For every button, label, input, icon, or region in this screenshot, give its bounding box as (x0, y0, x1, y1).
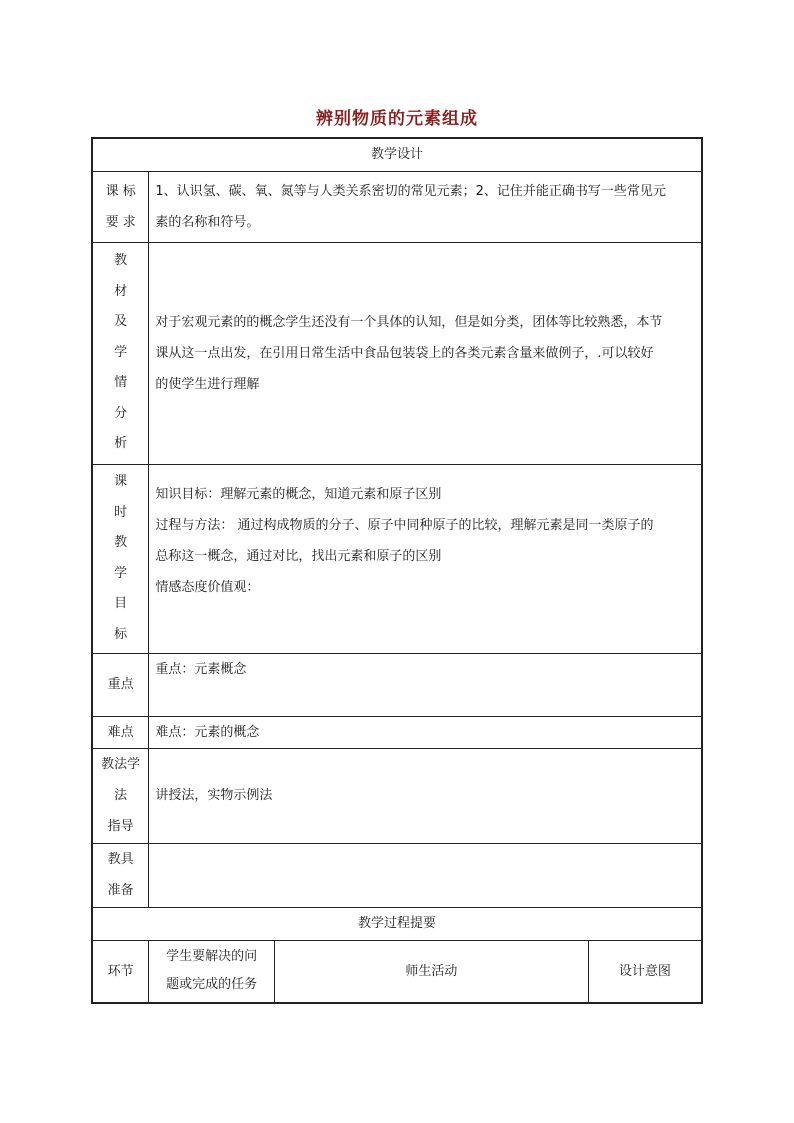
objectives-label-char: 课 (114, 474, 128, 489)
method-row (92, 748, 702, 843)
objectives-text-line: 总称这一概念，通过对比，找出元素和原子的区别 (155, 548, 442, 564)
analysis-label-char: 分 (114, 405, 128, 421)
analysis-row (92, 242, 702, 464)
objectives-label-char: 学 (114, 565, 128, 581)
curriculum-text-line: 1、认识氢、碳、氧、氮等与人类关系密切的常见元素；2、记住并能正确书写一些常见元 (155, 183, 666, 199)
design-section-row (92, 138, 702, 171)
process-col-task (149, 940, 275, 1003)
analysis-text (149, 242, 702, 464)
method-label (92, 748, 149, 843)
equipment-row (92, 843, 702, 907)
process-col-activity: 师生活动 (274, 940, 588, 1003)
curriculum-label-line: 要 求 (105, 214, 136, 230)
process-section-heading: 教学过程提要 (92, 907, 702, 940)
objectives-row (92, 464, 702, 653)
key-point-label: 重点 (92, 653, 149, 716)
method-label-line: 教法学 (101, 757, 141, 772)
objectives-label (92, 464, 149, 653)
analysis-label-char: 析 (114, 436, 128, 452)
curriculum-text-line: 素的名称和符号。 (155, 214, 260, 230)
design-section-heading: 教学设计 (92, 138, 702, 171)
analysis-text-line: 对于宏观元素的的概念学生还没有一个具体的认知，但是如分类，团体等比较熟悉，本节 (155, 314, 663, 330)
curriculum-label (92, 171, 149, 242)
equipment-label-line: 教具 (107, 852, 134, 867)
analysis-label-char: 教 (114, 253, 128, 269)
analysis-label-char: 情 (114, 375, 128, 391)
analysis-text-line: 课从这一点出发，在引用日常生活中食品包装袋上的各类元素含量来做例子，.可以较好 (155, 345, 654, 361)
objectives-label-char: 标 (114, 626, 128, 642)
difficulty-label: 难点 (92, 716, 149, 748)
analysis-label (92, 242, 149, 464)
method-label-line: 指导 (107, 819, 134, 834)
process-col-task-line: 学生要解决的问 (166, 949, 258, 965)
analysis-text-line: 的使学生进行理解 (155, 376, 260, 392)
analysis-label-char: 材 (114, 283, 128, 299)
process-col-task-line: 题或完成的任务 (166, 977, 258, 993)
difficulty-text: 难点：元素的概念 (149, 716, 702, 748)
key-point-text: 重点：元素概念 (149, 653, 702, 716)
curriculum-row (92, 171, 702, 242)
equipment-label (92, 843, 149, 907)
process-header-row (92, 940, 702, 1003)
objectives-label-char: 目 (114, 596, 128, 611)
objectives-text-line: 过程与方法： 通过构成物质的分子、原子中同种原子的比较，理解元素是同一类原子的 (155, 517, 654, 533)
objectives-text-line: 情感态度价值观： (155, 579, 260, 595)
lesson-plan-table (91, 137, 703, 1004)
process-col-stage: 环节 (92, 940, 149, 1003)
analysis-label-char: 学 (114, 344, 128, 360)
objectives-label-char: 教 (114, 535, 128, 550)
equipment-label-line: 准备 (107, 883, 134, 898)
curriculum-text (149, 171, 702, 242)
document-title: 辨别物质的元素组成 (316, 109, 478, 129)
equipment-text (149, 843, 702, 907)
process-section-row (92, 907, 702, 940)
method-label-line: 法 (114, 788, 128, 803)
method-text: 讲授法，实物示例法 (149, 748, 702, 843)
analysis-label-char: 及 (114, 314, 128, 330)
objectives-text-line: 知识目标：理解元素的概念，知道元素和原子区别 (155, 486, 442, 502)
objectives-label-char: 时 (114, 504, 128, 520)
objectives-text (149, 464, 702, 653)
curriculum-label-line: 课 标 (105, 183, 136, 199)
difficulty-row (92, 716, 702, 748)
process-col-intent: 设计意图 (588, 940, 702, 1003)
key-point-row (92, 653, 702, 716)
